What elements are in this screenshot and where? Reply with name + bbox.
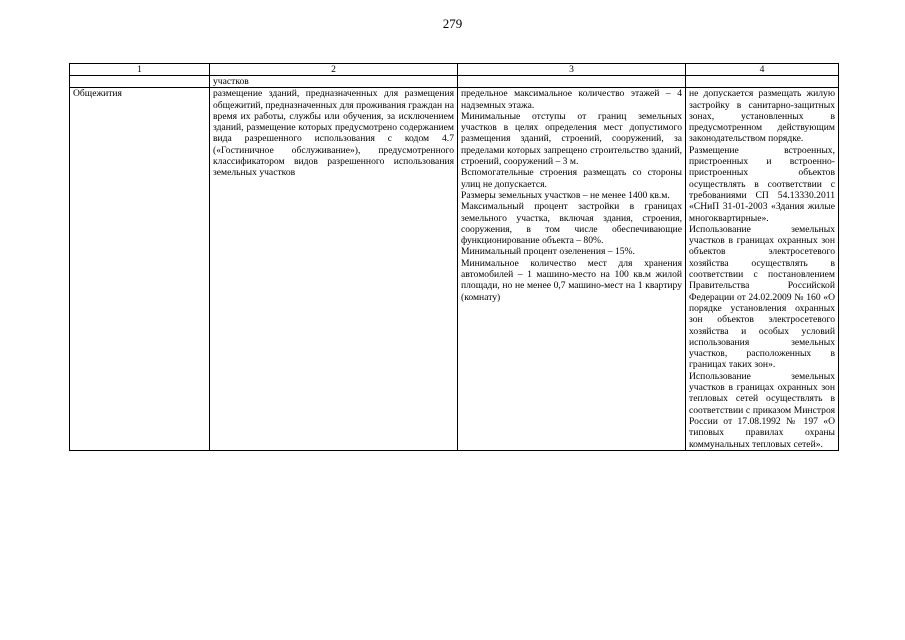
paragraph: Минимальные отступы от границ земельных участков в целях определения мест допустимого размещения зданий, строений, сооружений, за пределами которых запрещено строительство зданий, строений, сооружений – 3 м. <box>461 110 682 168</box>
paragraph: Размещение встроенных, пристроенных и встроенно-пристроенных объектов осуществлять в соответствии с требованиями СП 54.13330.2011 «СНиП 31-01-2003 «Здания жилые многоквартирные». <box>689 144 835 224</box>
description-cell <box>210 88 458 451</box>
paragraph: Использование земельных участков в границах охранных зон объектов электросетевого хозяйства осуществлять в соответствии с постановлением Правительства Российской Федерации от 24.02.2009 № 160 «О порядке установления охранных зон объектов электросетевого хозяйства и особых условий использования земельных участков, расположенных в границах таких зон». <box>689 223 835 371</box>
table-header-row <box>70 64 839 76</box>
restrictions-cell <box>686 88 839 451</box>
parameters-cell <box>458 88 686 451</box>
paragraph: не допускается размещать жилую застройку в санитарно-защитных зонах, установленных в предусмотренном действующим законодательством порядке. <box>689 88 835 145</box>
column-header: 1 <box>70 64 210 76</box>
use-type-cell: Общежития <box>70 88 210 451</box>
table-cell <box>458 76 686 88</box>
table-cell: участков <box>210 76 458 88</box>
paragraph: размещение зданий, предназначенных для размещения общежитий, предназначенных для проживания граждан на время их работы, службы или обучения, за исключением зданий, размещение которых предусмотрено содержанием вида разрешенного использования с кодом 4.7 («Гостиничное обслуживание»), предусмотренного классификатором видов разрешенного использования земельных участков <box>213 88 454 179</box>
table-cell <box>686 76 839 88</box>
paragraph: Использование земельных участков в границах охранных зон тепловых сетей осуществлять в соответствии с приказом Минстроя России от 17.08.1992 № 197 «О типовых правилах охраны коммунальных тепловых сетей». <box>689 370 835 450</box>
paragraph: Минимальный процент озеленения – 15%. <box>461 246 635 258</box>
paragraph: Вспомогательные строения размещать со стороны улиц не допускается. <box>461 167 682 190</box>
column-header: 4 <box>686 64 839 76</box>
column-header: 2 <box>210 64 458 76</box>
continuation-row <box>70 76 839 88</box>
paragraph: Минимальное количество мест для хранения автомобилей – 1 машино-место на 100 кв.м жилой площади, но не менее 0,7 машино-мест на 1 квартиру (комнату) <box>461 257 682 303</box>
page-number: 279 <box>442 16 463 31</box>
column-header: 3 <box>458 64 686 76</box>
paragraph: Размеры земельных участков – не менее 1400 кв.м. <box>461 189 670 201</box>
regulations-table <box>69 63 839 451</box>
paragraph: предельное максимальное количество этажей – 4 надземных этажа. <box>461 88 682 111</box>
paragraph: Максимальный процент застройки в границах земельного участка, включая здания, строения, сооружения, в том числе обеспечивающие функционирование объекта – 80%. <box>461 201 682 247</box>
table-cell <box>70 76 210 88</box>
table-row <box>70 88 839 451</box>
